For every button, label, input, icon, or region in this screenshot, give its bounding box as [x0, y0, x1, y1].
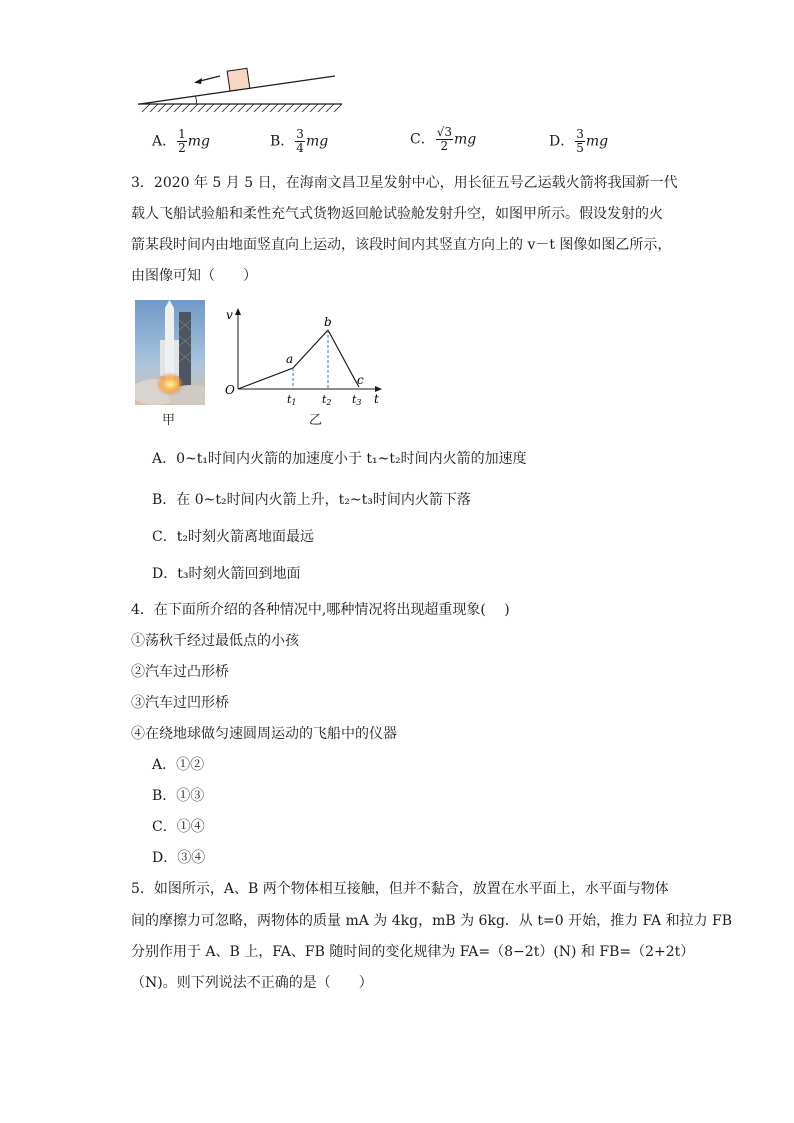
q3-stem-line2: 载人飞船试验船和柔性充气式货物返回舱试验舱发射升空，如图甲所示。假设发射的火 — [131, 206, 663, 222]
vt-label-a: a — [286, 352, 294, 366]
sliding-block — [227, 68, 250, 91]
vt-y-axis-arrow — [235, 308, 241, 315]
fig-left-caption: 甲 — [162, 413, 176, 428]
q4-stem: 4．在下面所介绍的各种情况中,哪种情况将出现超重现象( ) — [131, 602, 510, 618]
q3-option-b: B．在 0~t₂时间内火箭上升，t₂~t₃时间内火箭下落 — [152, 492, 471, 508]
incline-diagram — [130, 60, 345, 116]
q5-stem-line2: 间的摩擦力可忽略，两物体的质量 mA 为 4kg，mB 为 6kg．从 t=0 开始，推力 FA 和拉力 FB — [131, 913, 733, 929]
vt-curve — [238, 330, 359, 389]
vt-label-o: O — [225, 383, 235, 397]
svg-text:t3 — [352, 393, 362, 405]
q3-stem-line1: 3．2020 年 5 月 5 日，在海南文昌卫星发射中心，用长征五号乙运载火箭将我国新一代 — [131, 175, 678, 191]
vt-tick-t1: t — [287, 393, 292, 405]
q5-stem-line3: 分别作用于 A、B 上，FA、FB 随时间的变化规律为 FA=（8−2t）(N) 和 FB=（2+2t） — [131, 944, 695, 960]
vt-tick-t3: t — [352, 393, 357, 405]
q4-option-b: B．①③ — [152, 788, 205, 804]
q3-option-a: A．0~t₁时间内火箭的加速度小于 t₁~t₂时间内火箭的加速度 — [152, 451, 527, 467]
q2-option-a: A． $\frac{1}{2}$ mg — [152, 127, 211, 155]
q3-stem-line4: 由图像可知（ ） — [131, 268, 257, 284]
vt-label-v: v — [226, 308, 233, 322]
q5-stem-line1: 5．如图所示，A、B 两个物体相互接触，但并不黏合，放置在水平面上，水平面与物体 — [131, 881, 669, 897]
q4-option-a: A．①② — [152, 757, 205, 773]
vt-tick-t3-sub: 3 — [356, 398, 362, 405]
svg-text:t2 — [322, 393, 332, 405]
vt-graph — [220, 305, 390, 405]
q3-stem-line3: 箭某段时间内由地面竖直向上运动，该段时间内其竖直方向上的 v－t 图像如图乙所示， — [131, 237, 672, 253]
svg-text:t1 — [287, 393, 297, 405]
q4-item-2: ②汽车过凸形桥 — [131, 664, 229, 680]
q2-option-c: C． $\frac{√3}{2}$ mg — [410, 125, 477, 153]
rocket-launch-photo — [135, 300, 205, 405]
q4-item-1: ①荡秋千经过最低点的小孩 — [131, 633, 299, 649]
vt-tick-t1-sub: 1 — [291, 398, 297, 405]
vt-tick-t2: t — [322, 393, 327, 405]
q4-option-c: C．①④ — [152, 819, 205, 835]
vt-label-c: c — [357, 373, 364, 387]
arrow-left-icon — [194, 78, 202, 84]
q4-option-d: D．③④ — [152, 850, 206, 866]
vt-label-t: t — [374, 392, 379, 405]
q4-item-4: ④在绕地球做匀速圆周运动的飞船中的仪器 — [131, 726, 397, 742]
fig-right-caption: 乙 — [309, 413, 323, 428]
q5-stem-line4: （N)。则下列说法不正确的是（ ） — [131, 975, 373, 991]
vt-tick-t2-sub: 2 — [326, 398, 332, 405]
q3-option-d: D．t₃时刻火箭回到地面 — [152, 566, 301, 582]
q4-item-3: ③汽车过凹形桥 — [131, 695, 229, 711]
q2-option-d: D． $\frac{3}{5}$ mg — [549, 127, 609, 155]
q3-option-c: C．t₂时刻火箭离地面最远 — [152, 529, 314, 545]
q2-option-b: B． $\frac{3}{4}$ mg — [270, 127, 329, 155]
vt-label-b: b — [324, 315, 332, 329]
